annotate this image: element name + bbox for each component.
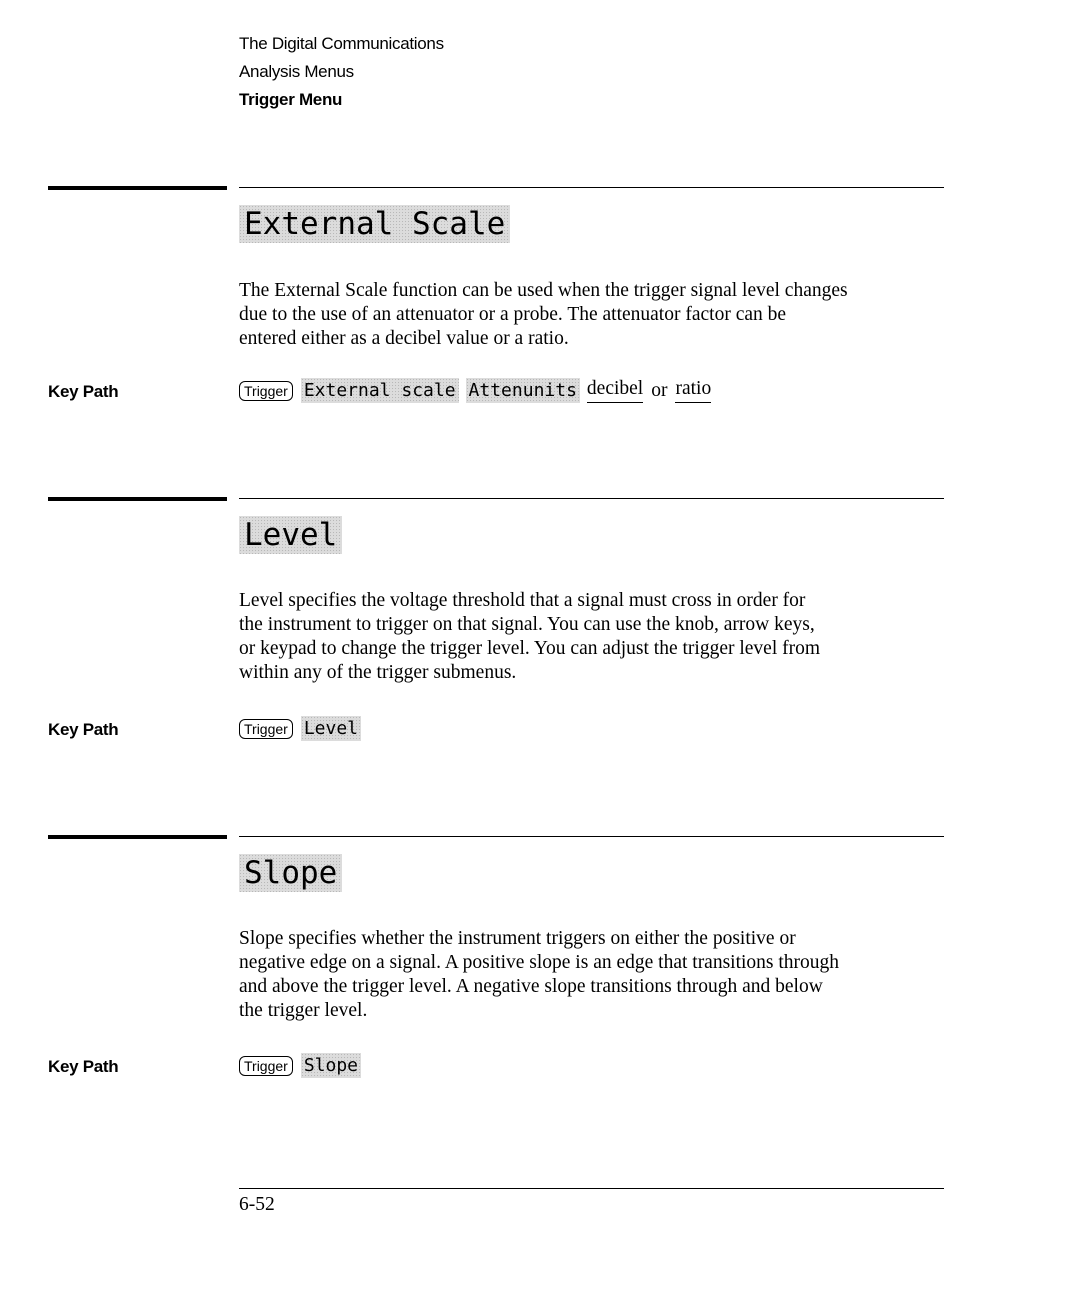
paragraph-line: and above the trigger level. A negative slope transitions through and below bbox=[239, 976, 823, 997]
section-title-external-scale: External Scale bbox=[239, 205, 510, 243]
key-path-slope bbox=[239, 1053, 368, 1078]
decibel-choice[interactable]: decibel bbox=[587, 378, 643, 403]
running-header bbox=[239, 30, 444, 114]
section-divider-thick bbox=[48, 186, 227, 190]
paragraph-line: Level specifies the voltage threshold that a signal must cross in order for bbox=[239, 590, 806, 611]
section-divider-thin bbox=[239, 187, 944, 188]
header-line-1: The Digital Communications bbox=[239, 34, 444, 53]
section-divider-thick bbox=[48, 497, 227, 501]
section-body-external-scale bbox=[239, 279, 959, 351]
ratio-choice[interactable]: ratio bbox=[675, 378, 711, 403]
section-divider-thin bbox=[239, 836, 944, 837]
level-softkey[interactable]: Level bbox=[301, 716, 361, 741]
section-title-level: Level bbox=[239, 516, 342, 554]
paragraph-line: within any of the trigger submenus. bbox=[239, 662, 517, 683]
paragraph-line: due to the use of an attenuator or a probe. The attenuator factor can be bbox=[239, 304, 787, 325]
page-number: 6-52 bbox=[239, 1194, 275, 1215]
section-divider-thick bbox=[48, 835, 227, 839]
or-connector: or bbox=[651, 379, 668, 401]
paragraph-line: the instrument to trigger on that signal. You can use the knob, arrow keys, bbox=[239, 614, 815, 635]
paragraph-line: Slope specifies whether the instrument triggers on either the positive or bbox=[239, 928, 796, 949]
paragraph-line: The External Scale function can be used when the trigger signal level changes bbox=[239, 280, 848, 301]
trigger-hardkey[interactable]: Trigger bbox=[239, 381, 293, 401]
key-path-label: Key Path bbox=[48, 720, 119, 739]
header-line-3: Trigger Menu bbox=[239, 90, 343, 109]
section-body-level bbox=[239, 589, 959, 685]
section-title-slope: Slope bbox=[239, 854, 342, 892]
header-line-2: Analysis Menus bbox=[239, 62, 354, 81]
key-path-external-scale bbox=[239, 378, 711, 403]
external-scale-softkey[interactable]: External scale bbox=[301, 378, 459, 403]
section-divider-thin bbox=[239, 498, 944, 499]
trigger-hardkey[interactable]: Trigger bbox=[239, 1056, 293, 1076]
paragraph-line: or keypad to change the trigger level. You can adjust the trigger level from bbox=[239, 638, 821, 659]
paragraph-line: entered either as a decibel value or a ratio. bbox=[239, 328, 569, 349]
key-path-label: Key Path bbox=[48, 382, 119, 401]
key-path-label: Key Path bbox=[48, 1057, 119, 1076]
trigger-hardkey[interactable]: Trigger bbox=[239, 719, 293, 739]
paragraph-line: negative edge on a signal. A positive slope is an edge that transitions through bbox=[239, 952, 840, 973]
footer-divider bbox=[239, 1188, 944, 1189]
slope-softkey[interactable]: Slope bbox=[301, 1053, 361, 1078]
section-body-slope bbox=[239, 927, 959, 1023]
paragraph-line: the trigger level. bbox=[239, 1000, 368, 1021]
attenunits-softkey[interactable]: Attenunits bbox=[466, 378, 580, 403]
key-path-level bbox=[239, 716, 368, 741]
